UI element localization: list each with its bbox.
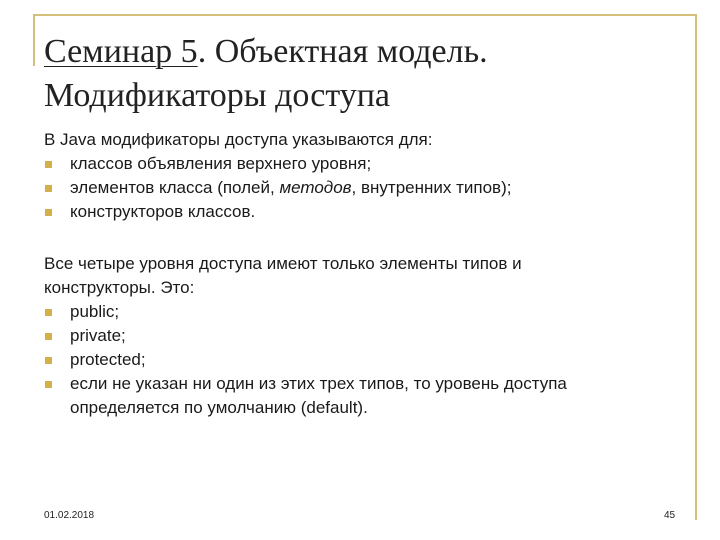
title-topic: . Объектная модель. [197,33,488,70]
slide-title [44,30,684,118]
list-item [44,200,684,224]
list-item-text: элементов класса (полей, [70,178,280,197]
list-item-italic: методов [279,178,352,197]
list-item-text: конструкторов классов. [70,202,256,221]
square-bullet-icon [45,161,52,168]
frame-top-line [33,14,697,16]
list-item [44,176,684,200]
square-bullet-icon [45,381,52,388]
slide-content [44,128,684,420]
list-item [44,152,684,176]
spacer [44,224,684,252]
footer-date: 01.02.2018 [44,510,95,521]
frame-right-line [695,14,697,520]
list-item-text-continued: определяется по умолчанию (default). [70,398,368,417]
section2-list [44,300,684,420]
list-item-text: public; [70,302,120,321]
list-item-tail: , внутренних типов); [351,178,512,197]
square-bullet-icon [45,357,52,364]
square-bullet-icon [45,209,52,216]
list-item [44,300,684,324]
list-item [44,324,684,348]
list-item [44,348,684,372]
section1-list [44,152,684,224]
square-bullet-icon [45,185,52,192]
list-item-text: private; [70,326,126,345]
frame-left-line [33,14,35,66]
footer-page-number: 45 [664,510,676,521]
square-bullet-icon [45,309,52,316]
section2-intro-line1: Все четыре уровня доступа имеют только элементы типов и [44,254,522,273]
title-seminar-number: Семинар 5 [44,33,198,70]
section1-intro: В Java модификаторы доступа указываются для: [44,130,433,149]
title-subtitle: Модификаторы доступа [44,77,391,114]
list-item-text: если не указан ни один из этих трех типов, то уровень доступа [70,374,567,393]
list-item [44,372,684,420]
section2-intro-line2: конструкторы. Это: [44,278,195,297]
square-bullet-icon [45,333,52,340]
section2-intro [44,252,684,300]
list-item-text: protected; [70,350,146,369]
list-item-text: классов объявления верхнего уровня; [70,154,372,173]
